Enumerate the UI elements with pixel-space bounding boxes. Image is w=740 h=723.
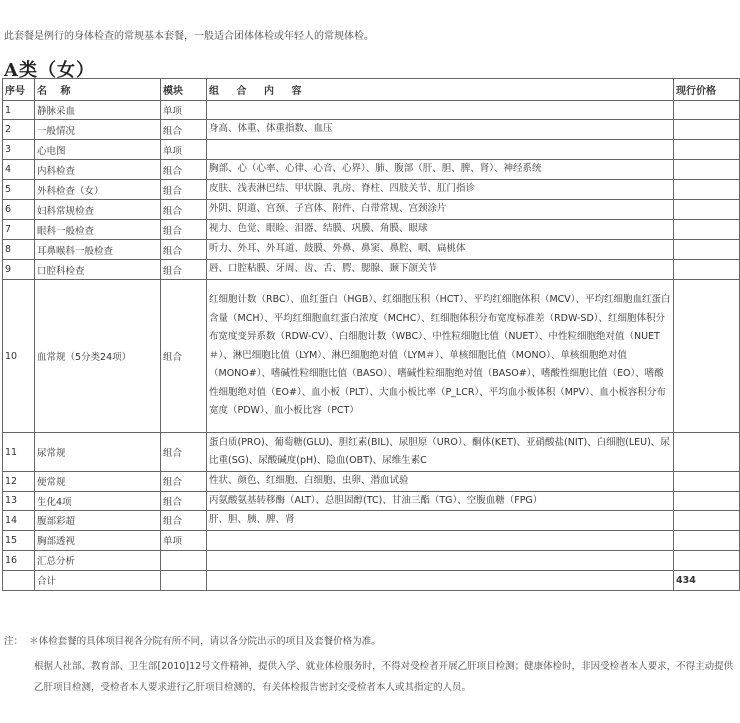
cell-name: 静脉采血 [35, 101, 161, 120]
table-row [3, 140, 740, 160]
cell-price [674, 140, 740, 160]
cell-name: 耳鼻喉科一般检查 [35, 240, 161, 260]
cell-no: 5 [3, 180, 35, 200]
cell-module: 组合 [161, 511, 207, 531]
cell-name: 尿常规 [35, 433, 161, 472]
cell-no: 2 [3, 120, 35, 140]
cell-name: 外科检查（女） [35, 180, 161, 200]
note-text-2: 根据人社部、教育部、卫生部[2010]12号文件精神，提供入学、就业体检服务时，不得对受检者开展乙肝项目检测；健康体检时，非因受检者本人要求，不得主动提供乙肝项目检测，受检者本人要求进行乙肝项目检测的，有关体检报告密封交受检者本人或其指定的人员。 [34, 661, 734, 693]
header-items: 组 合 内 容 [207, 79, 674, 101]
cell-module: 单项 [161, 530, 207, 550]
cell-items: 红细胞计数（RBC）、血红蛋白（HGB）、红细胞压积（HCT）、平均红细胞体积（MCV）、平均红细胞血红蛋白含量（MCH）、平均红细胞血红蛋白浓度（MCHC）、红细胞体积分布宽度标准差（RDW-SD）、红细胞体积分布宽度变异系数（RDW-CV）、白细胞计数（WBC）、中性粒细胞比值（NUET）、中性粒细胞绝对值（NUET＃）、淋巴细胞比值（LYM）、淋巴细胞绝对值（LYM＃）、单核细胞比值（MONO）、单核细胞绝对值（MONO#）、嗜碱性粒细胞比值（BASO）、嗜碱性粒细胞绝对值（BASO#）、嗜酸性细胞比值（EO）、嗜酸性细胞绝对值（EO#）、血小板（PLT）、大血小板比率（P_LCR）、平均血小板体积（MPV）、血小板容积分布宽度（PDW）、血小板比容（PCT） [207, 280, 674, 433]
cell-items: 视力、色觉、眼睑、泪器、结膜、巩膜、角膜、眼球 [207, 220, 674, 240]
table-row [3, 433, 740, 472]
cell-name: 一般情况 [35, 120, 161, 140]
cell-price [674, 530, 740, 550]
cell-items: 丙氨酸氨基转移酶（ALT）、总胆固醇(TC)、甘油三酯（TG）、空腹血糖（FPG） [207, 491, 674, 511]
header-price: 现行价格 [674, 79, 740, 101]
cell-name: 血常规（5分类24项） [35, 280, 161, 433]
cell-name: 胸部透视 [35, 530, 161, 550]
cell-no [3, 570, 35, 590]
table-row [3, 120, 740, 140]
package-title: A类（女） [4, 60, 95, 81]
note-text-1: ＊体检套餐的具体项目视各分院有所不同，请以各分院出示的项目及套餐价格为准。 [29, 636, 381, 647]
cell-items: 听力、外耳、外耳道、鼓膜、外鼻、鼻窦、鼻腔、咽、扁桃体 [207, 240, 674, 260]
table-row [3, 491, 740, 511]
cell-module: 组合 [161, 160, 207, 180]
cell-module: 组合 [161, 260, 207, 280]
cell-no: 4 [3, 160, 35, 180]
table-header-row [3, 79, 740, 101]
cell-price [674, 472, 740, 492]
cell-price [674, 240, 740, 260]
cell-name: 汇总分析 [35, 550, 161, 570]
cell-price [674, 180, 740, 200]
cell-no: 9 [3, 260, 35, 280]
header-module: 模块 [161, 79, 207, 101]
cell-module: 组合 [161, 120, 207, 140]
cell-items: 肝、胆、胰、脾、肾 [207, 511, 674, 531]
cell-name: 生化4项 [35, 491, 161, 511]
table-row [3, 240, 740, 260]
cell-module: 单项 [161, 140, 207, 160]
cell-items: 胸部、心（心率、心律、心音、心界）、肺、腹部（肝、胆、脾、肾）、神经系统 [207, 160, 674, 180]
table-row [3, 530, 740, 550]
cell-no: 10 [3, 280, 35, 433]
cell-module: 组合 [161, 220, 207, 240]
cell-module: 组合 [161, 491, 207, 511]
cell-module: 组合 [161, 180, 207, 200]
cell-no: 7 [3, 220, 35, 240]
cell-module: 组合 [161, 433, 207, 472]
header-no: 序号 [3, 79, 35, 101]
cell-no: 11 [3, 433, 35, 472]
cell-module: 组合 [161, 200, 207, 220]
cell-items [207, 140, 674, 160]
cell-no: 16 [3, 550, 35, 570]
cell-no: 6 [3, 200, 35, 220]
cell-name: 心电图 [35, 140, 161, 160]
cell-name: 口腔科检查 [35, 260, 161, 280]
cell-items [207, 101, 674, 120]
cell-name: 便常规 [35, 472, 161, 492]
cell-module [161, 570, 207, 590]
cell-price [674, 433, 740, 472]
intro-text: 此套餐是例行的身体检查的常规基本套餐，一般适合团体体检或年轻人的常规体检。 [4, 31, 374, 42]
table-row [3, 550, 740, 570]
cell-no: 14 [3, 511, 35, 531]
table-row [3, 200, 740, 220]
note-line-1 [4, 633, 381, 647]
table-row [3, 220, 740, 240]
table-row [3, 570, 740, 590]
cell-no: 13 [3, 491, 35, 511]
cell-module: 组合 [161, 240, 207, 260]
cell-price [674, 160, 740, 180]
cell-no: 1 [3, 101, 35, 120]
note-label: 注： [4, 636, 24, 647]
cell-price [674, 220, 740, 240]
cell-price [674, 260, 740, 280]
cell-price: 434 [674, 570, 740, 590]
cell-no: 15 [3, 530, 35, 550]
cell-no: 3 [3, 140, 35, 160]
cell-module: 单项 [161, 101, 207, 120]
cell-items [207, 570, 674, 590]
table-row [3, 160, 740, 180]
cell-items [207, 550, 674, 570]
cell-module: 组合 [161, 472, 207, 492]
cell-module [161, 550, 207, 570]
cell-name: 内科检查 [35, 160, 161, 180]
table-row [3, 260, 740, 280]
header-name: 名 称 [35, 79, 161, 101]
package-table [2, 78, 740, 591]
cell-price [674, 511, 740, 531]
table-row [3, 472, 740, 492]
cell-items [207, 530, 674, 550]
cell-items: 唇、口腔粘膜、牙周、齿、舌、腭、腮腺、颞下颌关节 [207, 260, 674, 280]
cell-no: 8 [3, 240, 35, 260]
table-row [3, 101, 740, 120]
cell-items: 蛋白质(PRO)、葡萄糖(GLU)、胆红素(BIL)、尿胆原（URO）、酮体(KET)、亚硝酸盐(NIT)、白细胞(LEU)、尿比重(SG)、尿酸碱度(pH)、隐血(OBT)、尿维生素C [207, 433, 674, 472]
cell-price [674, 200, 740, 220]
table-row [3, 180, 740, 200]
cell-name: 妇科常规检查 [35, 200, 161, 220]
cell-name: 腹部彩超 [35, 511, 161, 531]
cell-price [674, 120, 740, 140]
table-row [3, 280, 740, 433]
cell-name: 眼科一般检查 [35, 220, 161, 240]
cell-no: 12 [3, 472, 35, 492]
cell-price [674, 491, 740, 511]
cell-items: 性状、颜色、红细胞、白细胞、虫卵、潜血试验 [207, 472, 674, 492]
cell-price [674, 280, 740, 433]
cell-items: 身高、体重、体重指数、血压 [207, 120, 674, 140]
cell-items: 皮肤、浅表淋巴结、甲状腺、乳房、脊柱、四肢关节、肛门指诊 [207, 180, 674, 200]
table-row [3, 511, 740, 531]
cell-items: 外阴、阴道、宫颈、子宫体、附件、白带常规、宫颈涂片 [207, 200, 674, 220]
cell-price [674, 101, 740, 120]
cell-name: 合计 [35, 570, 161, 590]
cell-price [674, 550, 740, 570]
cell-module: 组合 [161, 280, 207, 433]
